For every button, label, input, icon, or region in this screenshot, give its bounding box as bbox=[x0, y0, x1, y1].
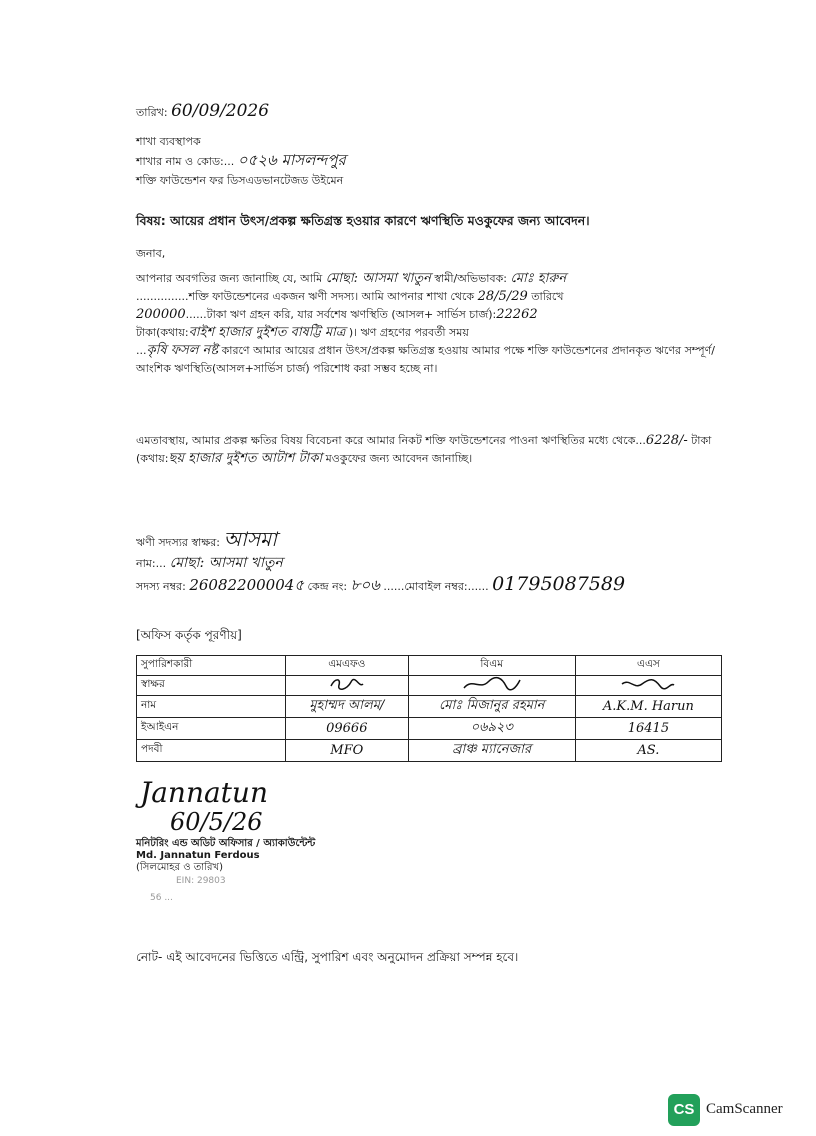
branch-line bbox=[136, 153, 346, 169]
para1-text-1: আপনার অবগতির জন্য জানাচ্ছি যে, আমি bbox=[136, 272, 326, 285]
recommendation-table bbox=[136, 655, 722, 762]
date-line bbox=[136, 101, 270, 121]
paragraph-application bbox=[136, 270, 728, 378]
para1-text-6: টাকা(কথায়: bbox=[136, 326, 189, 339]
table-cell: মুহাম্মদ আলম/ bbox=[286, 696, 409, 718]
member-number-value: 26082200004৫ bbox=[189, 576, 305, 594]
salutation: জনাব, bbox=[136, 247, 166, 260]
approver-name: Md. Jannatun Ferdous bbox=[136, 850, 260, 861]
seal-ein: EIN: 29803 bbox=[176, 876, 226, 886]
camscanner-logo: CS bbox=[668, 1094, 700, 1126]
signature-cell bbox=[575, 676, 721, 696]
table-cell: মোঃ মিজানুর রহমান bbox=[408, 696, 575, 718]
approver-role: মনিটরিং এন্ড অডিট অফিসার / অ্যাকাউন্টেন্ট bbox=[136, 838, 316, 849]
member-name-handwritten: মোছা: আসমা খাতুন bbox=[325, 271, 431, 286]
seal-extra: 56 ... bbox=[150, 893, 173, 903]
table-header-row bbox=[137, 656, 722, 676]
member-name-value: মোছা: আসমা খাতুন bbox=[169, 555, 283, 571]
paragraph-request bbox=[136, 432, 728, 468]
para2-text-1: এমতাবস্থায়, আমার প্রকল্প ক্ষতির বিষয় বিবেচনা করে আমার নিকট শক্তি ফাউন্ডেশনের পাওনা ঋণস্থিতির মধ্যে থেকে... bbox=[136, 434, 646, 447]
table-cell: 16415 bbox=[575, 718, 721, 740]
table-row bbox=[137, 718, 722, 740]
para2-text-2: টাকা (কথায়: bbox=[136, 434, 712, 465]
branch-value: ০৫২৬ মাসলন্দপুর bbox=[237, 151, 346, 169]
para1-text-3: ...............শক্তি ফাউন্ডেশনের একজন ঋণী সদস্য। আমি আপনার শাখা থেকে bbox=[136, 290, 478, 303]
table-cell: ০৬৯২৩ bbox=[408, 718, 575, 740]
member-name-line bbox=[136, 556, 283, 571]
branch-label: শাখার নাম ও কোড:... bbox=[136, 155, 235, 168]
mobile-value: 01795087589 bbox=[492, 573, 626, 595]
para1-text-9: কারণে আমার আয়ের প্রধান উৎস/প্রকল্প ক্ষতিগ্রস্ত হওয়ায় আমার পক্ষে শক্তি ফাউন্ডেশনের প্রদানকৃত ঋণের সম্পূর্ণ/আংশিক ঋণস্থিতি(আসল+সার্ভিস চার্জ) পরিশোধ করা সম্ভব হচ্ছে না। bbox=[136, 344, 715, 375]
kendra-value: ৮০৬ bbox=[350, 576, 380, 594]
table-cell: AS. bbox=[575, 740, 721, 762]
balance-handwritten: 22262 bbox=[496, 307, 538, 322]
camscanner-text: CamScanner bbox=[706, 1101, 783, 1117]
table-row bbox=[137, 676, 722, 696]
table-header-cell: এমএফও bbox=[286, 656, 409, 676]
table-cell: 09666 bbox=[286, 718, 409, 740]
as-signature-icon bbox=[618, 676, 678, 692]
footer-note: নোট- এই আবেদনের ভিত্তিতে এন্ট্রি, সুপারিশ এবং অনুমোদন প্রক্রিয়া সম্পন্ন হবে। bbox=[136, 950, 519, 964]
recipient-line: শাখা ব্যবস্থাপক bbox=[136, 135, 201, 148]
signature-cell bbox=[408, 676, 575, 696]
para1-text-2: স্বামী/অভিভাবক: bbox=[430, 272, 511, 285]
row-label: পদবী bbox=[137, 740, 286, 762]
organization-line: শক্তি ফাউন্ডেশন ফর ডিসএডভানটেজড উইমেন bbox=[136, 174, 344, 187]
balance-words-handwritten: বাইশ হাজার দুইশত বাষট্টি মাত্র bbox=[188, 325, 346, 340]
cause-handwritten: কৃষি ফসল নষ্ট bbox=[146, 343, 219, 358]
table-cell: MFO bbox=[286, 740, 409, 762]
para1-text-7: )। ঋণ গ্রহণের পরবর্তী সময় bbox=[345, 326, 469, 339]
seal-label: (সিলমোহর ও তারিখ) bbox=[136, 862, 223, 873]
member-signature-label: ঋণী সদস্যর স্বাক্ষর: bbox=[136, 536, 220, 549]
row-label: নাম bbox=[137, 696, 286, 718]
date-value: 60/09/2026 bbox=[171, 101, 270, 121]
guardian-handwritten: মোঃ হারুন bbox=[510, 271, 567, 286]
member-number-label: সদস্য নম্বর: bbox=[136, 580, 186, 593]
bm-signature-icon bbox=[462, 676, 522, 692]
table-header-cell: বিএম bbox=[408, 656, 575, 676]
mobile-label: ......মোবাইল নম্বর:...... bbox=[383, 580, 489, 593]
member-name-label: নাম:... bbox=[136, 557, 167, 570]
para1-text-4: তারিখে bbox=[527, 290, 564, 303]
waive-amount-handwritten: 6228/- bbox=[645, 433, 688, 448]
table-row bbox=[137, 696, 722, 718]
member-signature: আসমা bbox=[223, 527, 277, 551]
approver-date: 60/5/26 bbox=[170, 808, 263, 836]
table-cell: A.K.M. Harun bbox=[575, 696, 721, 718]
date-label: তারিখ: bbox=[136, 106, 168, 119]
member-signature-line bbox=[136, 527, 277, 551]
member-number-line bbox=[136, 573, 626, 595]
waive-words-handwritten: ছয় হাজার দুইশত আটাশ টাকা bbox=[168, 451, 323, 466]
row-label: স্বাক্ষর bbox=[137, 676, 286, 696]
table-row bbox=[137, 740, 722, 762]
subject-line: বিষয়: আয়ের প্রধান উৎস/প্রকল্প ক্ষতিগ্রস্ত হওয়ার কারণে ঋণস্থিতি মওকুফের জন্য আবেদন। bbox=[136, 213, 590, 228]
approver-signature: Jannatun bbox=[140, 776, 268, 809]
table-cell: ব্রাঞ্চ ম্যানেজার bbox=[408, 740, 575, 762]
signature-cell bbox=[286, 676, 409, 696]
table-header-cell: সুপারিশকারী bbox=[137, 656, 286, 676]
para1-text-5: ......টাকা ঋণ গ্রহন করি, যার সর্বশেষ ঋণস্থিতি (আসল+ সার্ভিস চার্জ): bbox=[185, 308, 497, 321]
office-section-title: [অফিস কর্তৃক পূরণীয়] bbox=[136, 628, 242, 642]
row-label: ইআইএন bbox=[137, 718, 286, 740]
para2-text-3: মওকুফের জন্য আবেদন জানাচ্ছি। bbox=[322, 452, 473, 465]
loan-amount-handwritten: 200000 bbox=[136, 307, 186, 322]
para1-text-8: ... bbox=[136, 344, 147, 357]
loan-date-handwritten: 28/5/29 bbox=[477, 289, 528, 304]
mfo-signature-icon bbox=[327, 676, 367, 692]
table-header-cell: এএস bbox=[575, 656, 721, 676]
kendra-label: কেন্দ্র নং: bbox=[307, 580, 348, 593]
